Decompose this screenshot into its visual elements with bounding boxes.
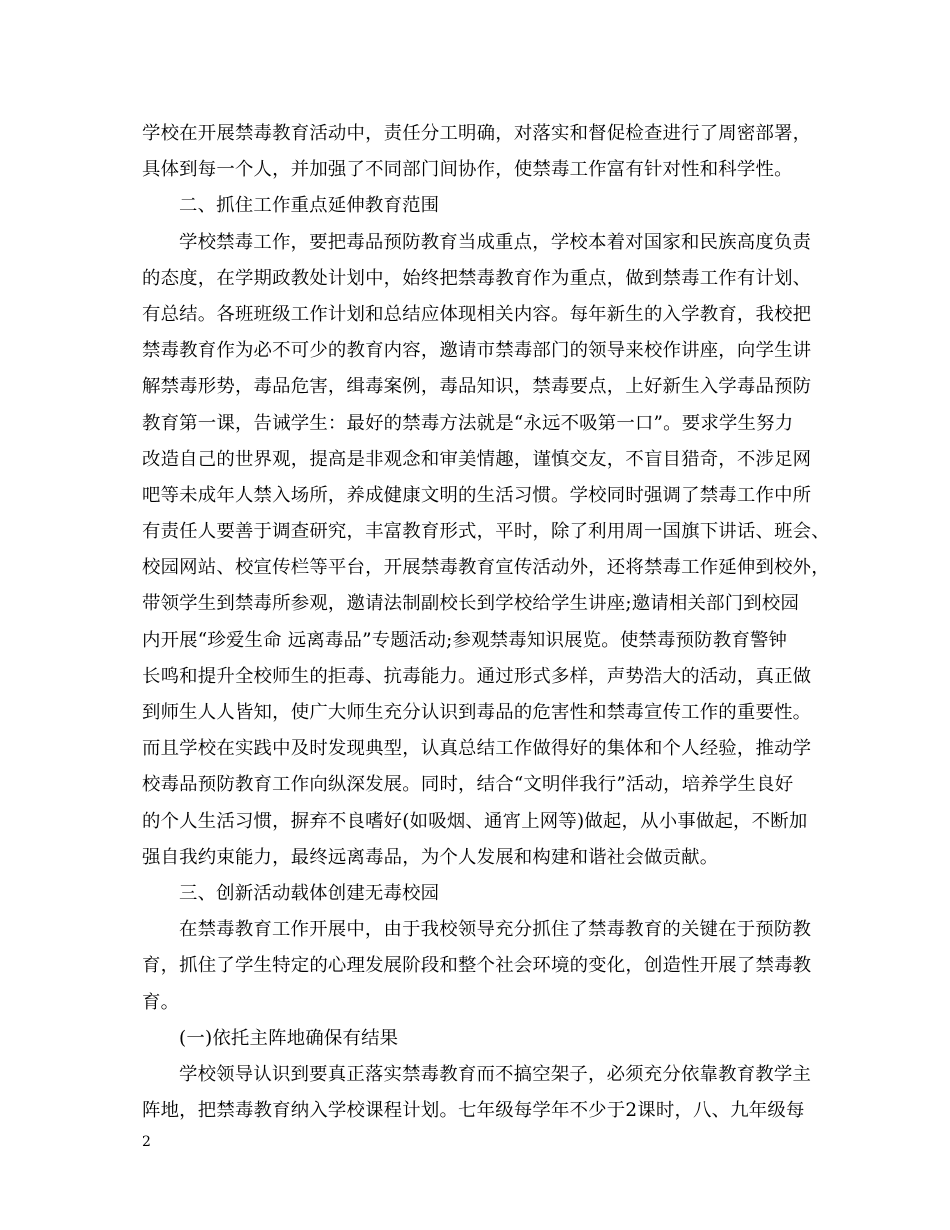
text-line: 长鸣和提升全校师生的拒毒、抗毒能力。通过形式多样，声势浩大的活动，真正做 — [142, 665, 812, 687]
text-line: 禁毒教育作为必不可少的教育内容，邀请市禁毒部门的领导来校作讲座，向学生讲 — [142, 340, 812, 362]
text-line: 学校禁毒工作，要把毒品预防教育当成重点，学校本着对国家和民族高度负责 — [179, 231, 812, 253]
text-line: 学校在开展禁毒教育活动中，责任分工明确，对落实和督促检查进行了周密部署， — [142, 123, 812, 144]
page-number: 2 — [142, 1134, 151, 1150]
text-line: 学校领导认识到要真正落实禁毒教育而不搞空架子，必须充分依靠教育教学主 — [179, 1063, 812, 1085]
text-line: 在禁毒教育工作开展中，由于我校领导充分抓住了禁毒教育的关键在于预防教 — [179, 919, 812, 941]
text-line: 校毒品预防教育工作向纵深发展。同时，结合“文明伴我行”活动，培养学生良好 — [142, 774, 794, 796]
text-line: 解禁毒形势，毒品危害，缉毒案例，毒品知识，禁毒要点，上好新生入学毒品预防 — [142, 376, 812, 398]
text-line: 校园网站、校宣传栏等平台，开展禁毒教育宣传活动外，还将禁毒工作延伸到校外， — [142, 557, 830, 579]
text-line: 育，抓住了学生特定的心理发展阶段和整个社会环境的变化，创造性开展了禁毒教 — [142, 955, 812, 977]
text-line: 到师生人人皆知，使广大师生充分认识到毒品的危害性和禁毒宣传工作的重要性。 — [142, 702, 812, 723]
text-line: 具体到每一个人，并加强了不同部门间协作，使禁毒工作富有针对性和科学性。 — [142, 159, 793, 181]
text-line: 有总结。各班班级工作计划和总结应体现相关内容。每年新生的入学教育，我校把 — [142, 303, 812, 325]
text-line: 内开展“珍爱生命 远离毒品”专题活动;参观禁毒知识展览。使禁毒预防教育警钟 — [142, 629, 788, 651]
text-line: 阵地，把禁毒教育纳入学校课程计划。七年级每学年不少于2课时，八、九年级每 — [142, 1100, 805, 1122]
text-line: 带领学生到禁毒所参观，邀请法制副校长到学校给学生讲座;邀请相关部门到校园 — [142, 593, 800, 615]
text-line: 的态度，在学期政教处计划中，始终把禁毒教育作为重点，做到禁毒工作有计划、 — [142, 267, 812, 289]
document-body — [142, 116, 830, 1129]
text-line: 有责任人要善于调查研究，丰富教育形式，平时，除了利用周一国旗下讲话、班会、 — [142, 521, 830, 543]
text-line: 二、抓住工作重点延伸教育范围 — [179, 195, 440, 217]
text-line: 强自我约束能力，最终远离毒品，为个人发展和构建和谐社会做贡献。 — [142, 846, 719, 868]
text-line: 三、创新活动载体创建无毒校园 — [179, 882, 440, 904]
text-line: 而且学校在实践中及时发现典型，认真总结工作做得好的集体和个人经验，推动学 — [142, 738, 812, 760]
text-line: 教育第一课，告诫学生：最好的禁毒方法就是“永远不吸第一口”。要求学生努力 — [142, 412, 794, 434]
text-line: 改造自己的世界观，提高是非观念和审美情趣，谨慎交友，不盲目猎奇，不涉足网 — [142, 448, 812, 470]
text-line: 育。 — [142, 991, 180, 1013]
text-line: 的个人生活习惯，摒弃不良嗜好(如吸烟、通宵上网等)做起，从小事做起，不断加 — [142, 810, 808, 832]
text-line: 吧等未成年人禁入场所，养成健康文明的生活习惯。学校同时强调了禁毒工作中所 — [142, 484, 812, 506]
text-line: (一)依托主阵地确保有结果 — [179, 1027, 399, 1049]
